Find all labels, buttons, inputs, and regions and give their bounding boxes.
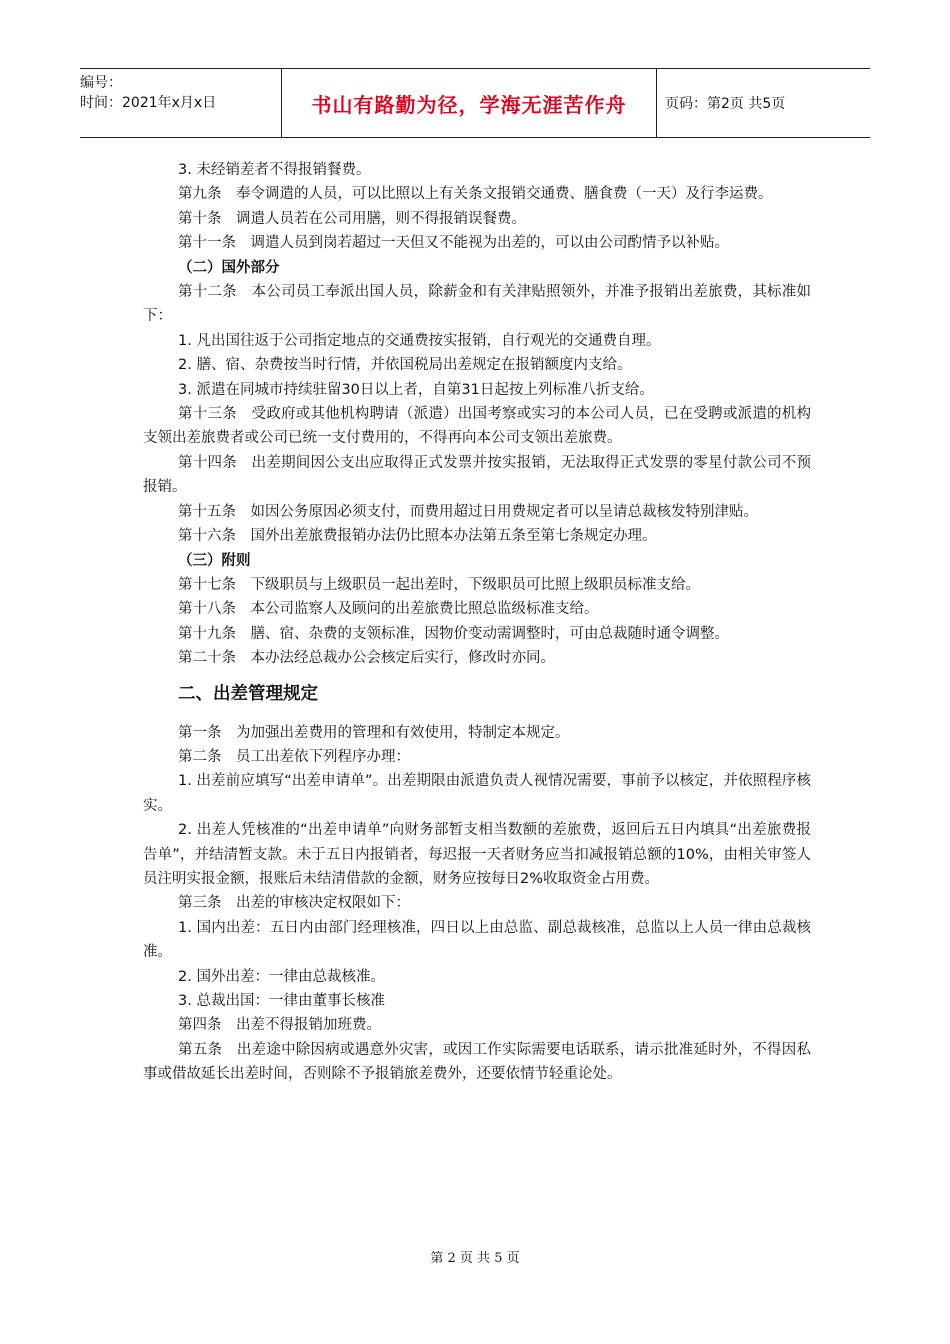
paragraph: 第十九条 膳、宿、杂费的支领标准，因物价变动需调整时，可由总裁随时通令调整。	[178, 625, 729, 642]
paragraph: 第一条 为加强出差费用的管理和有效使用，特制定本规定。	[178, 724, 570, 741]
document-time-label: 时间：2021年x月x日	[80, 95, 217, 111]
page-header	[80, 68, 870, 138]
paragraph: 1. 国内出差：五日内由部门经理核准，四日以上由总监、副总裁核准，总监以上人员一律由总裁核准。	[143, 919, 811, 961]
subsection-heading: （三）附则	[178, 552, 251, 569]
paragraph: 第十二条 本公司员工奉派出国人员，除薪金和有关津贴照领外，并准予报销出差旅费，其标准如下：	[143, 284, 811, 325]
paragraph: 第十四条 出差期间因公支出应取得正式发票并按实报销，无法取得正式发票的零星付款公司不预报销。	[143, 454, 811, 496]
paragraph: 3. 未经销差者不得报销餐费。	[178, 162, 371, 178]
paragraph: 3. 总裁出国：一律由董事长核准	[178, 993, 385, 1009]
header-motto: 书山有路勤为径，学海无涯苦作舟	[311, 92, 627, 117]
paragraph: 第十八条 本公司监察人及顾问的出差旅费比照总监级标准支给。	[178, 601, 599, 618]
paragraph: 第九条 奉令调遣的人员，可以比照以上有关条文报销交通费、膳食费（一天）及行李运费。	[178, 186, 773, 203]
paragraph: 第十一条 调遣人员到岗若超过一天但又不能视为出差的，可以由公司酌情予以补贴。	[178, 235, 729, 252]
paragraph: 第四条 出差不得报销加班费。	[178, 1017, 381, 1034]
header-left-cell	[80, 69, 282, 137]
paragraph: 第十五条 如因公务原因必须支付，而费用超过日用费规定者可以呈请总裁核发特别津贴。	[178, 503, 758, 520]
page-footer: 第 2 页 共 5 页	[430, 1251, 520, 1266]
paragraph: 第十七条 下级职员与上级职员一起出差时，下级职员可比照上级职员标准支给。	[178, 576, 700, 593]
document-body	[143, 158, 811, 1087]
paragraph: 第十条 调遣人员若在公司用膳，则不得报销误餐费。	[178, 210, 526, 227]
header-motto-cell	[282, 69, 657, 137]
paragraph: 1. 凡出国往返于公司指定地点的交通费按实报销，自行观光的交通费自理。	[178, 332, 661, 349]
paragraph: 第五条 出差途中除因病或遇意外灾害，或因工作实际需要电话联系，请示批准延时外，不得因私事或借故延长出差时间，否则除不予报销旅差费外，还要依情节轻重论处。	[143, 1041, 811, 1083]
paragraph: 第二条 员工出差依下列程序办理：	[178, 748, 410, 765]
paragraph: 第十六条 国外出差旅费报销办法仍比照本办法第五条至第七条规定办理。	[178, 528, 657, 545]
paragraph: 2. 出差人凭核准的“出差申请单”向财务部暂支相当数额的差旅费，返回后五日内填具“出差旅费报告单”，并结清暂支款。未于五日内报销者，每迟报一天者财务应当扣减报销总额的10%，由相关审签人员注明实报金额，报账后未结清借款的金额，财务应按每日2%收取资金占用费。	[143, 822, 811, 887]
paragraph: 2. 国外出差：一律由总裁核准。	[178, 968, 385, 985]
paragraph: 第三条 出差的审核决定权限如下：	[178, 895, 410, 912]
header-page-info: 页码：第2页 共5页	[665, 96, 786, 112]
paragraph: 1. 出差前应填写“出差申请单”。出差期限由派遣负责人视情况需要，事前予以核定，并依照程序核实。	[143, 773, 811, 814]
paragraph: 3. 派遣在同城市持续驻留30日以上者，自第31日起按上列标准八折支给。	[178, 381, 654, 398]
subsection-heading: （二）国外部分	[178, 259, 280, 276]
paragraph: 2. 膳、宿、杂费按当时行情，并依国税局出差规定在报销额度内支给。	[178, 357, 632, 374]
paragraph: 第十三条 受政府或其他机构聘请（派遣）出国考察或实习的本公司人员，已在受聘或派遣的机构支领出差旅费者或公司已统一支付费用的，不得再向本公司支领出差旅费。	[143, 406, 811, 447]
paragraph: 第二十条 本办法经总裁办公会核定后实行，修改时亦同。	[178, 650, 555, 667]
section-heading: 二、出差管理规定	[178, 683, 318, 704]
document-number-label: 编号：	[80, 75, 122, 91]
